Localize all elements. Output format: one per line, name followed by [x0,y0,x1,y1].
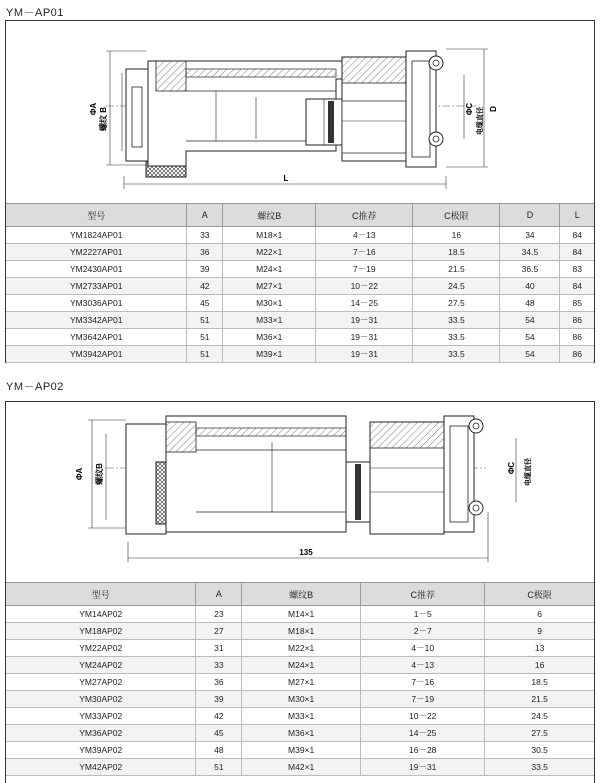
table-cell: M18×1 [223,227,316,244]
table-cell: 36.5 [500,261,560,278]
table-cell: 14－25 [361,725,485,742]
table-cell: YM2227AP01 [6,244,187,261]
column-header: C推荐 [316,204,413,227]
table-cell: YM2733AP01 [6,278,187,295]
table-cell: 34.5 [500,244,560,261]
table-cell: 9 [485,623,594,640]
table-cell: 54 [500,312,560,329]
table-cell: 1－5 [361,606,485,623]
table-cell: M24×1 [223,261,316,278]
table-cell: 30.5 [485,742,594,759]
table-cell: 21.5 [413,261,500,278]
table-cell: 84 [560,227,594,244]
table-cell: 23 [196,606,242,623]
table-cell: 7－16 [316,244,413,261]
table-cell: 4－10 [361,640,485,657]
table-row [6,674,594,691]
table-row [6,759,594,776]
table-cell: 10－22 [316,278,413,295]
column-header: C推荐 [361,583,485,606]
column-header: L [560,204,594,227]
table-row [6,227,594,244]
table-cell: 19－31 [316,346,413,363]
column-header: 螺纹B [242,583,361,606]
table-cell: 16－28 [361,742,485,759]
table-cell: 16 [485,657,594,674]
table-cell: 86 [560,329,594,346]
section2-frame [5,401,595,783]
table-cell: 85 [560,295,594,312]
table-cell: 10－22 [361,708,485,725]
table-cell: 42 [187,278,223,295]
table-header-row [6,583,594,606]
table-cell: 27 [196,623,242,640]
table-cell: M33×1 [242,708,361,725]
section2-spec-table [6,582,594,776]
dim-d: D [489,106,498,112]
table-cell: YM36AP02 [6,725,196,742]
table-cell: YM27AP02 [6,674,196,691]
table-cell: 7－19 [361,691,485,708]
table-cell: YM39AP02 [6,742,196,759]
table-cell: 4－13 [316,227,413,244]
table-cell: 2－7 [361,623,485,640]
table-cell: 51 [187,312,223,329]
table-cell: YM3342AP01 [6,312,187,329]
table-cell: 7－19 [316,261,413,278]
table-cell: M30×1 [223,295,316,312]
table-row [6,278,594,295]
column-header: 螺纹B [223,204,316,227]
section1-title: YM－AP01 [6,7,64,19]
table-cell: M22×1 [242,640,361,657]
table-cell: YM22AP02 [6,640,196,657]
table-cell: 54 [500,329,560,346]
table-cell: YM3642AP01 [6,329,187,346]
table-row [6,640,594,657]
table-cell: 42 [196,708,242,725]
table-cell: YM3036AP01 [6,295,187,312]
dim-l: L [283,174,289,183]
table-cell: 54 [500,346,560,363]
table-cell: M33×1 [223,312,316,329]
dim-cable-dia: 电缆直径 [477,107,484,135]
dim-phi-a: ΦA [75,467,84,481]
table-cell: M42×1 [242,759,361,776]
table-cell: YM24AP02 [6,657,196,674]
dim-cable-dia: 电缆直径 [525,458,532,486]
table-cell: 7－16 [361,674,485,691]
table-cell: M27×1 [242,674,361,691]
column-header: 型号 [6,583,196,606]
table-row [6,244,594,261]
table-row [6,346,594,363]
table-cell: 18.5 [413,244,500,261]
table-cell: 34 [500,227,560,244]
table-cell: YM1824AP01 [6,227,187,244]
table-cell: 16 [413,227,500,244]
table-row [6,691,594,708]
table-header-row [6,204,594,227]
dim-length: 135 [299,548,313,557]
table-cell: YM3942AP01 [6,346,187,363]
table-cell: M36×1 [223,329,316,346]
table-row [6,708,594,725]
column-header: A [187,204,223,227]
table-cell: M30×1 [242,691,361,708]
table-cell: 24.5 [485,708,594,725]
dim-thread-b: 螺纹 B [99,107,108,131]
table-cell: YM30AP02 [6,691,196,708]
table-cell: M22×1 [223,244,316,261]
table-cell: 51 [196,759,242,776]
column-header: C极限 [485,583,594,606]
table-cell: 6 [485,606,594,623]
table-row [6,623,594,640]
column-header: A [196,583,242,606]
table-cell: 33 [196,657,242,674]
table-cell: 4－13 [361,657,485,674]
table-cell: YM18AP02 [6,623,196,640]
table-cell: 13 [485,640,594,657]
table-cell: 48 [196,742,242,759]
table-cell: M36×1 [242,725,361,742]
table-cell: 51 [187,346,223,363]
table-cell: M14×1 [242,606,361,623]
table-row [6,312,594,329]
table-cell: M27×1 [223,278,316,295]
table-cell: 19－31 [316,312,413,329]
table-cell: YM2430AP01 [6,261,187,278]
table-cell: 45 [187,295,223,312]
table-cell: 24.5 [413,278,500,295]
table-row [6,606,594,623]
table-row [6,742,594,759]
column-header: D [500,204,560,227]
table-cell: YM42AP02 [6,759,196,776]
table-cell: 18.5 [485,674,594,691]
table-cell: 33.5 [413,312,500,329]
table-cell: M24×1 [242,657,361,674]
table-cell: 19－31 [316,329,413,346]
column-header: C极限 [413,204,500,227]
section1-drawing [6,21,594,203]
table-cell: M18×1 [242,623,361,640]
table-cell: 21.5 [485,691,594,708]
column-header: 型号 [6,204,187,227]
table-cell: YM33AP02 [6,708,196,725]
table-cell: 83 [560,261,594,278]
table-cell: 33.5 [413,329,500,346]
dim-phi-a: ΦA [89,102,98,116]
table-cell: 39 [187,261,223,278]
table-row [6,261,594,278]
table-cell: 48 [500,295,560,312]
table-cell: YM14AP02 [6,606,196,623]
table-cell: 36 [196,674,242,691]
table-cell: 31 [196,640,242,657]
table-cell: 33 [187,227,223,244]
dim-phi-c: ΦC [507,461,516,475]
table-cell: 86 [560,312,594,329]
table-cell: 14－25 [316,295,413,312]
table-row [6,657,594,674]
table-cell: M39×1 [242,742,361,759]
dim-thread-b: 螺纹B [95,463,104,485]
table-row [6,329,594,346]
table-cell: 19－31 [361,759,485,776]
table-cell: 84 [560,244,594,261]
table-row [6,725,594,742]
table-cell: 27.5 [413,295,500,312]
table-cell: 39 [196,691,242,708]
table-cell: 36 [187,244,223,261]
table-cell: 33.5 [413,346,500,363]
table-cell: 27.5 [485,725,594,742]
table-cell: 45 [196,725,242,742]
section2-drawing [6,402,594,582]
table-row [6,295,594,312]
section2-title: YM－AP02 [6,381,64,393]
table-cell: 40 [500,278,560,295]
dim-phi-c: ΦC [465,102,474,116]
table-cell: 86 [560,346,594,363]
table-cell: 33.5 [485,759,594,776]
section1-frame [5,20,595,363]
table-cell: M39×1 [223,346,316,363]
section1-spec-table [6,203,594,363]
table-cell: 51 [187,329,223,346]
table-cell: 84 [560,278,594,295]
